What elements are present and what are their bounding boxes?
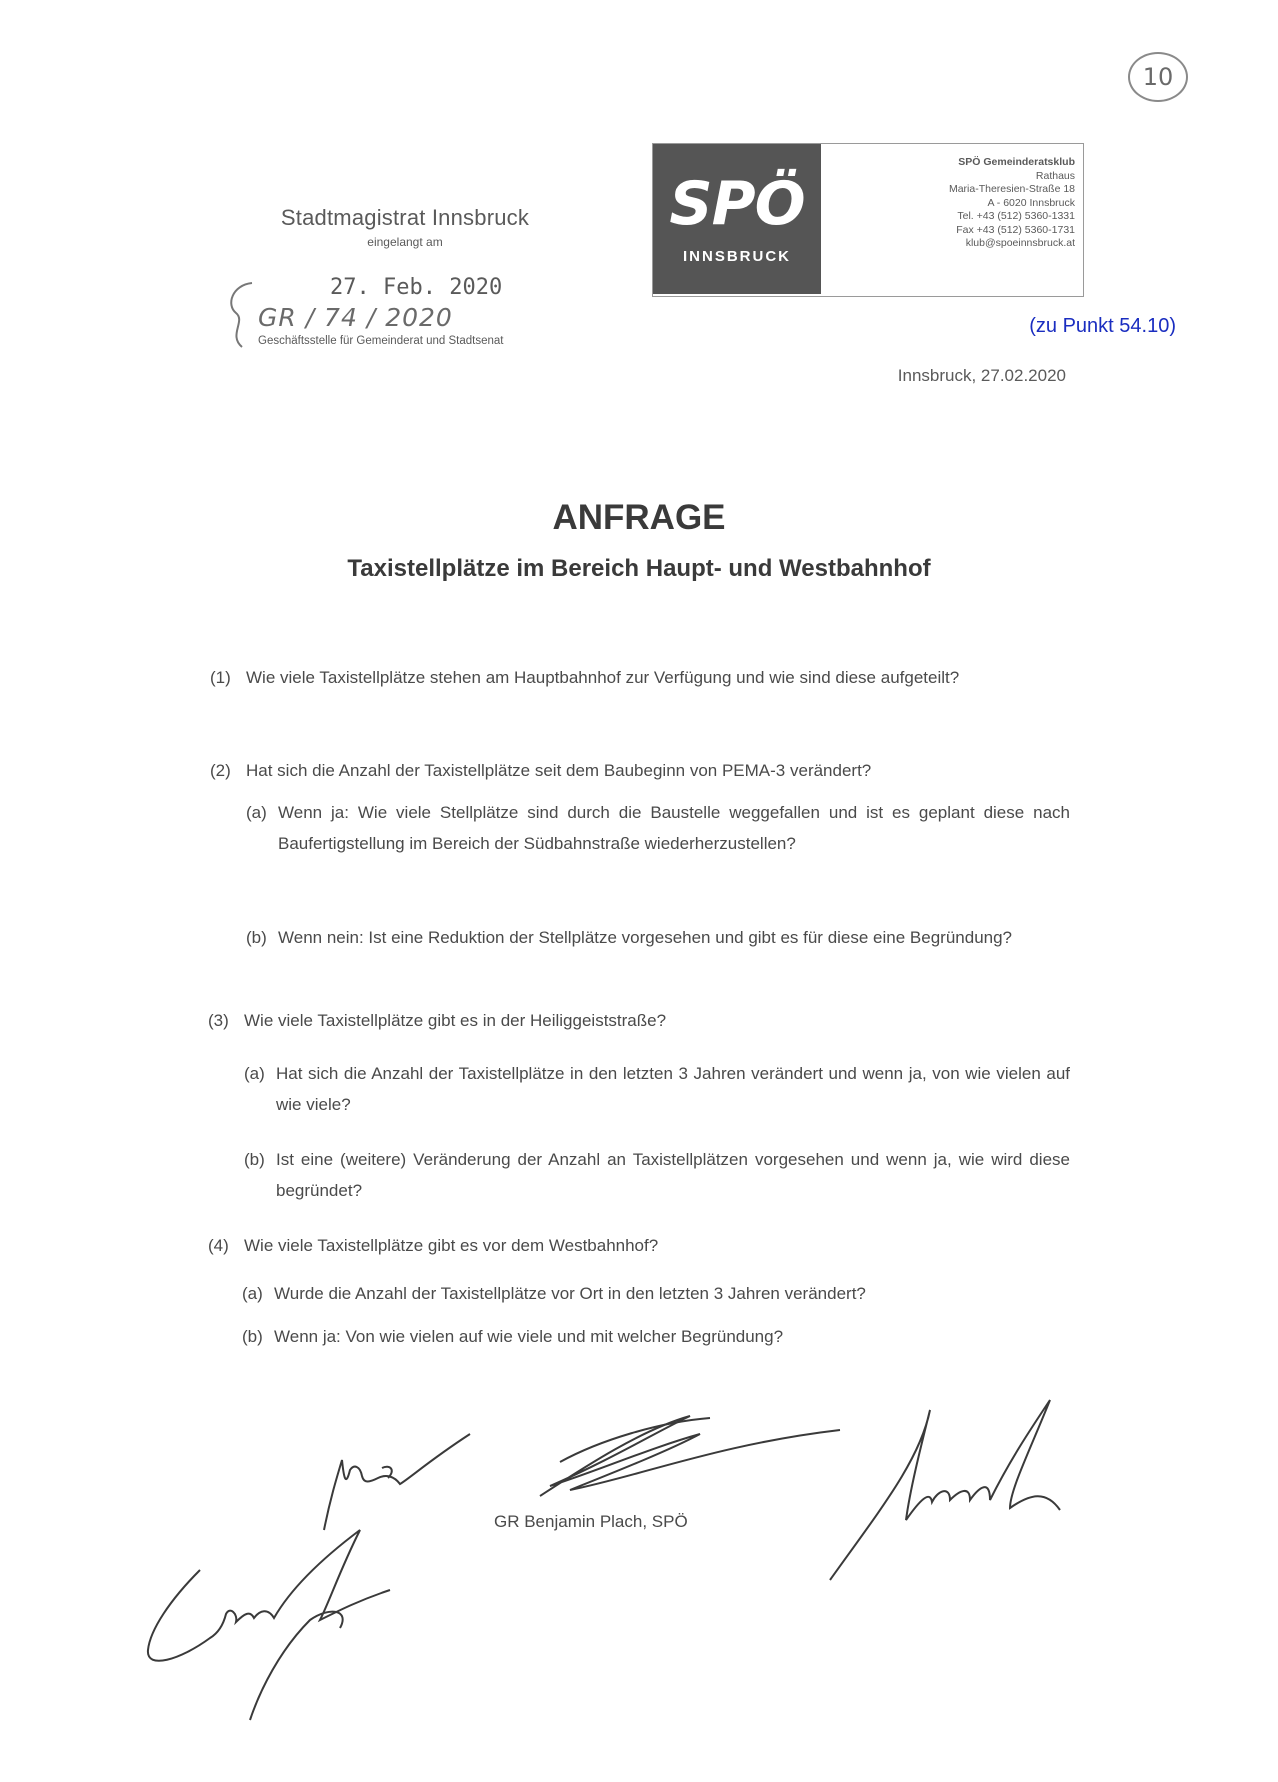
signature-3-icon (800, 1390, 1080, 1590)
document-subtitle: Taxistellplätze im Bereich Haupt- und Westbahnhof (347, 555, 931, 582)
contact-line: Fax +43 (512) 5360-1731 (956, 223, 1075, 236)
logo-sub: INNSBRUCK (683, 247, 791, 265)
contact-line: Rathaus (1035, 169, 1075, 182)
question-number: (4) (208, 1236, 229, 1255)
question-text: Hat sich die Anzahl der Taxistellplätze in den letzten 3 Jahren verändert und wenn ja, von wie vielen auf wie viele? (276, 1064, 1070, 1114)
question-number: (2) (210, 761, 231, 780)
question-number: (b) (246, 928, 267, 947)
question-4 (208, 1230, 1070, 1261)
club-name: SPÖ Gemeinderatsklub (958, 156, 1075, 168)
question-text: Wenn nein: Ist eine Reduktion der Stellplätze vorgesehen und gibt es für diese eine Begründung? (278, 928, 1013, 947)
contact-line: A - 6020 Innsbruck (987, 196, 1075, 209)
question-text: Hat sich die Anzahl der Taxistellplätze seit dem Baubeginn von PEMA-3 verändert? (246, 761, 872, 780)
contact-line: Maria-Theresien-Straße 18 (948, 183, 1075, 195)
question-3b (244, 1144, 1070, 1206)
stamp-reference: GR / 74 / 2020 (258, 303, 453, 332)
document-title: ANFRAGE (552, 498, 726, 537)
page-number: 10 (1128, 52, 1188, 102)
logo-main: SPÖ (669, 168, 805, 239)
question-number: (b) (244, 1150, 265, 1169)
contact-email: klub@spoeinnsbruck.at (965, 237, 1075, 249)
signature-4-icon (140, 1510, 440, 1730)
stamp-organization: Stadtmagistrat Innsbruck (280, 205, 530, 230)
question-text: Wenn ja: Wie viele Stellplätze sind durch die Baustelle weggefallen und ist es geplant diese nach Baufertigstellung im Bereich der Südbahnstraße wiederherzustellen? (278, 803, 1070, 853)
contact-line: Tel. +43 (512) 5360-1331 (957, 210, 1075, 222)
question-2a (246, 797, 1070, 859)
question-2b (246, 922, 1070, 953)
question-number: (1) (210, 668, 231, 687)
question-text: Wurde die Anzahl der Taxistellplätze vor Ort in den letzten 3 Jahren verändert? (274, 1284, 866, 1303)
question-number: (b) (242, 1327, 263, 1346)
question-text: Wenn ja: Von wie vielen auf wie viele und mit welcher Begründung? (274, 1327, 784, 1346)
question-number: (3) (208, 1011, 229, 1030)
stamp-department: Geschäftsstelle für Gemeinderat und Stadtsenat (258, 335, 504, 347)
place-date: Innsbruck, 27.02.2020 (897, 366, 1066, 385)
letterhead-contact (821, 144, 1083, 296)
stamp-received-label: eingelangt am (367, 235, 443, 249)
stamp-date: 27. Feb. 2020 (330, 275, 503, 300)
question-text: Wie viele Taxistellplätze gibt es in der Heiliggeiststraße? (244, 1011, 667, 1030)
received-stamp (240, 205, 570, 347)
question-number: (a) (246, 803, 267, 822)
question-4a (242, 1278, 1070, 1309)
question-number: (a) (242, 1284, 263, 1303)
question-2 (210, 755, 1070, 786)
question-text: Ist eine (weitere) Veränderung der Anzahl an Taxistellplätzen vorgesehen und wenn ja, wie wird diese begründet? (276, 1150, 1070, 1200)
question-3 (208, 1005, 1070, 1036)
question-text: Wie viele Taxistellplätze gibt es vor dem Westbahnhof? (244, 1236, 659, 1255)
letterhead (652, 143, 1084, 297)
question-number: (a) (244, 1064, 265, 1083)
question-4b (242, 1321, 1070, 1352)
question-text: Wie viele Taxistellplätze stehen am Hauptbahnhof zur Verfügung und wie sind diese aufgeteilt? (246, 668, 960, 687)
stamp-handwriting-icon (222, 275, 262, 355)
reference-point: (zu Punkt 54.10) (1029, 315, 1176, 337)
spoe-logo (653, 144, 821, 294)
question-1 (210, 662, 1070, 693)
question-3a (244, 1058, 1070, 1120)
signer-name: GR Benjamin Plach, SPÖ (494, 1512, 688, 1531)
